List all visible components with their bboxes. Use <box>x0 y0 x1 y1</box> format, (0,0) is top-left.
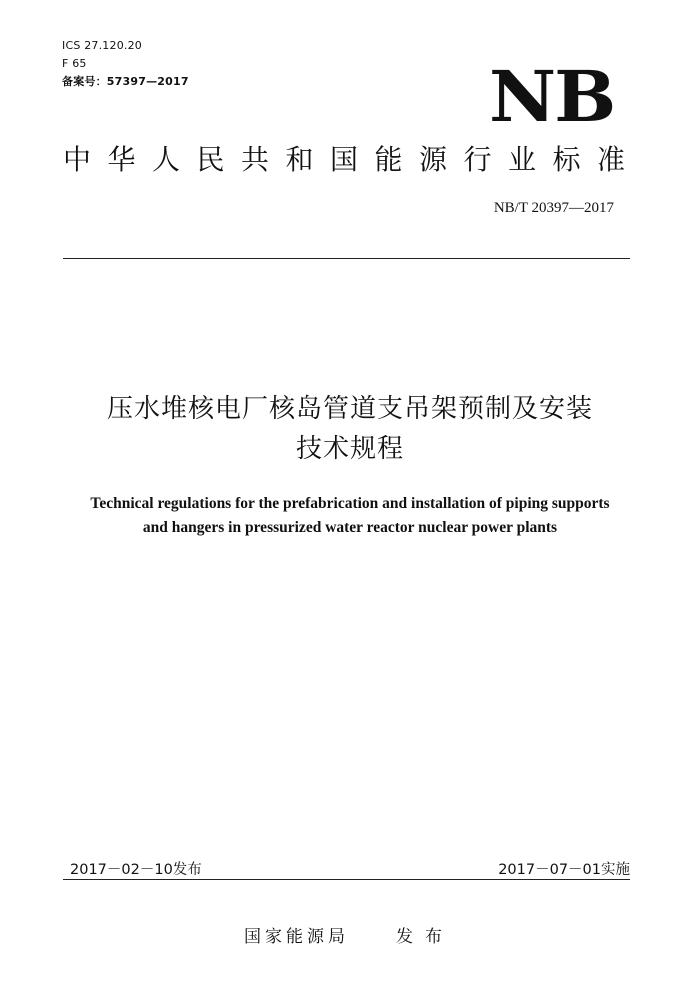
issue-date: 2017－02－10发布 <box>70 862 202 878</box>
nb-logo: NB <box>488 55 614 138</box>
english-title-line-1: Technical regulations for the prefabrication and installation of piping supports <box>90 495 610 512</box>
issuing-authority: 国家能源局 <box>244 927 349 947</box>
standard-type-heading: 中华人民共和国能源行业标准 <box>63 143 642 176</box>
standard-number: NB/T 20397—2017 <box>493 200 614 216</box>
classification-code: F 65 <box>62 57 87 70</box>
header-divider <box>63 258 630 259</box>
chinese-title-line-2: 技术规程 <box>295 434 404 464</box>
footer-divider <box>63 879 630 880</box>
ics-code: ICS 27.120.20 <box>62 39 142 52</box>
filing-number: 备案号：57397—2017 <box>62 75 189 88</box>
implementation-date: 2017－07－01实施 <box>498 862 630 878</box>
publish-label: 发布 <box>396 927 454 947</box>
chinese-title-line-1: 压水堆核电厂核岛管道支吊架预制及安装 <box>106 394 593 424</box>
english-title-line-2: and hangers in pressurized water reactor nuclear power plants <box>142 519 558 536</box>
